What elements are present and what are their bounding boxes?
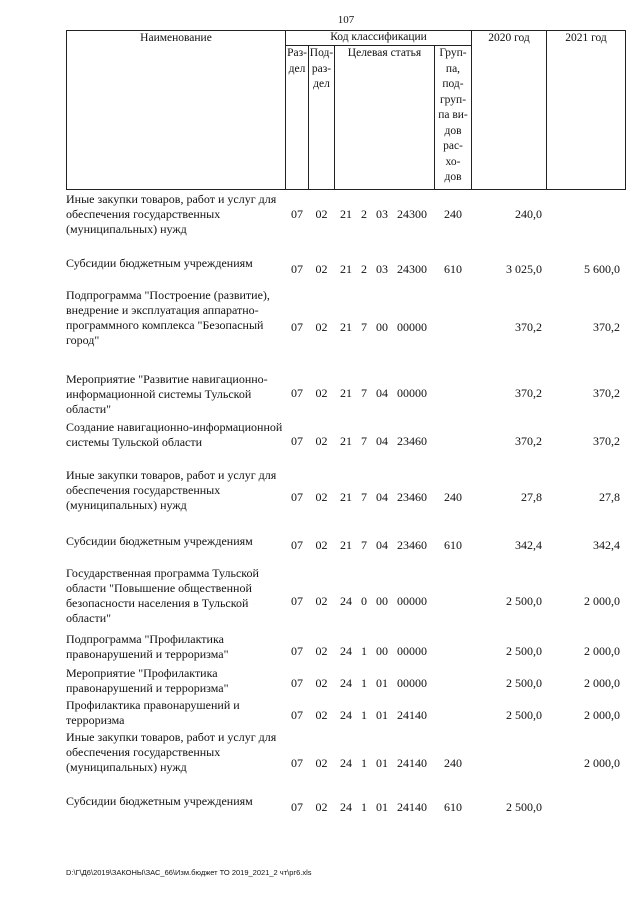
row-rz: 07 — [291, 386, 303, 400]
row-name: Иные закупки товаров, работ и услуг для обеспечения государственных (муниципальных) нужд — [66, 468, 277, 512]
row-pr: 02 — [315, 676, 328, 690]
row-name: Профилактика правонарушений и терроризма — [66, 698, 240, 727]
header-section-label: Раз- дел — [287, 47, 307, 75]
row-c: 04 — [376, 490, 388, 504]
header-group-label: Груп- па, под- груп- па ви- дов рас- хо- дов — [438, 47, 468, 183]
row-d: 24140 — [397, 800, 427, 814]
row-rz: 07 — [291, 708, 303, 722]
row-d: 24140 — [397, 756, 427, 770]
row-d: 00000 — [397, 320, 427, 334]
row-y2021: 2 000,0 — [584, 676, 620, 690]
row-rz: 07 — [291, 676, 303, 690]
row-c: 01 — [376, 708, 388, 722]
row-rz: 07 — [291, 538, 303, 552]
row-d: 00000 — [397, 594, 427, 608]
file-path-footer: D:\Г\Д6\2019\ЗАКОНЫ\ЗАС_66\Изм.бюджет ТО 2019_2021_2 чт\рг6.xls — [66, 868, 312, 877]
row-d: 24300 — [397, 207, 427, 221]
row-y2021: 342,4 — [593, 538, 620, 552]
row-d: 00000 — [397, 386, 427, 400]
header-cell-name — [66, 30, 286, 190]
row-c: 00 — [376, 320, 388, 334]
row-d: 00000 — [397, 644, 427, 658]
table-row — [66, 420, 626, 465]
row-y2020: 370,2 — [515, 320, 542, 334]
row-a: 21 — [340, 434, 352, 448]
row-y2020: 2 500,0 — [506, 676, 542, 690]
row-d: 00000 — [397, 676, 427, 690]
table-row — [66, 288, 626, 348]
row-c: 04 — [376, 434, 388, 448]
row-y2020: 370,2 — [515, 386, 542, 400]
row-c: 01 — [376, 756, 388, 770]
row-rz: 07 — [291, 756, 303, 770]
header-cell-target — [334, 45, 435, 190]
header-cell-2021 — [546, 30, 626, 190]
row-rz: 07 — [291, 594, 303, 608]
row-c: 03 — [376, 207, 388, 221]
row-b: 1 — [361, 756, 367, 770]
row-c: 03 — [376, 262, 388, 276]
row-y2020: 2 500,0 — [506, 644, 542, 658]
table-row — [66, 534, 626, 552]
row-y2021: 5 600,0 — [584, 262, 620, 276]
table-row — [66, 666, 626, 696]
row-b: 2 — [361, 262, 367, 276]
row-d: 23460 — [397, 434, 427, 448]
row-name: Субсидии бюджетным учреждениям — [66, 534, 253, 548]
header-subsection-label: Под- раз- дел — [309, 47, 334, 90]
row-rz: 07 — [291, 490, 303, 504]
row-a: 21 — [340, 262, 352, 276]
row-c: 01 — [376, 676, 388, 690]
row-vr: 610 — [444, 538, 462, 552]
row-pr: 02 — [315, 538, 328, 552]
page-number: 107 — [337, 14, 355, 26]
row-vr: 240 — [444, 207, 462, 221]
row-y2020: 240,0 — [515, 207, 542, 221]
row-b: 7 — [361, 386, 367, 400]
header-cell-2020 — [471, 30, 547, 190]
row-b: 7 — [361, 538, 367, 552]
row-c: 01 — [376, 800, 388, 814]
header-classification-label: Код классификации — [330, 31, 427, 43]
row-y2021: 2 000,0 — [584, 708, 620, 722]
table-header — [66, 30, 626, 190]
row-y2021: 2 000,0 — [584, 594, 620, 608]
row-y2021: 370,2 — [593, 386, 620, 400]
row-name: Мероприятие "Развитие навигационно-информационной системы Тульской области" — [66, 372, 268, 416]
table-row — [66, 730, 626, 775]
row-a: 24 — [340, 708, 352, 722]
row-c: 00 — [376, 644, 388, 658]
row-b: 0 — [361, 594, 367, 608]
row-a: 21 — [340, 490, 352, 504]
table-row — [66, 566, 626, 626]
row-b: 7 — [361, 320, 367, 334]
row-a: 21 — [340, 386, 352, 400]
row-c: 04 — [376, 538, 388, 552]
table-row — [66, 256, 626, 276]
header-target-label: Целевая статья — [347, 47, 422, 59]
header-2020-label: 2020 год — [488, 32, 530, 44]
row-y2020: 370,2 — [515, 434, 542, 448]
row-vr: 240 — [444, 490, 462, 504]
row-name: Подпрограмма "Профилактика правонарушений и терроризма" — [66, 632, 229, 661]
row-pr: 02 — [315, 490, 328, 504]
row-y2021: 2 000,0 — [584, 644, 620, 658]
row-a: 24 — [340, 644, 352, 658]
table-row — [66, 468, 626, 513]
row-pr: 02 — [315, 320, 328, 334]
row-b: 1 — [361, 708, 367, 722]
row-b: 2 — [361, 207, 367, 221]
row-rz: 07 — [291, 644, 303, 658]
row-pr: 02 — [315, 207, 328, 221]
row-y2021: 2 000,0 — [584, 756, 620, 770]
row-a: 21 — [340, 320, 352, 334]
row-pr: 02 — [315, 708, 328, 722]
row-y2021: 370,2 — [593, 434, 620, 448]
table-row — [66, 372, 626, 417]
row-b: 1 — [361, 644, 367, 658]
header-name-label: Наименование — [140, 32, 212, 44]
row-d: 24140 — [397, 708, 427, 722]
row-b: 1 — [361, 676, 367, 690]
row-y2020: 2 500,0 — [506, 708, 542, 722]
row-name: Иные закупки товаров, работ и услуг для обеспечения государственных (муниципальных) нужд — [66, 192, 277, 236]
row-b: 7 — [361, 434, 367, 448]
row-pr: 02 — [315, 434, 328, 448]
row-y2020: 3 025,0 — [506, 262, 542, 276]
row-y2020: 27,8 — [521, 490, 542, 504]
row-y2021: 370,2 — [593, 320, 620, 334]
row-d: 23460 — [397, 538, 427, 552]
row-pr: 02 — [315, 262, 328, 276]
row-a: 21 — [340, 207, 352, 221]
row-a: 24 — [340, 800, 352, 814]
table-row — [66, 632, 626, 662]
row-rz: 07 — [291, 800, 303, 814]
row-y2020: 2 500,0 — [506, 594, 542, 608]
row-b: 1 — [361, 800, 367, 814]
row-d: 24300 — [397, 262, 427, 276]
row-c: 00 — [376, 594, 388, 608]
row-rz: 07 — [291, 434, 303, 448]
row-name: Создание навигационно-информационной системы Тульской области — [66, 420, 283, 449]
header-2021-label: 2021 год — [565, 32, 607, 44]
row-vr: 610 — [444, 800, 462, 814]
row-a: 24 — [340, 756, 352, 770]
row-name: Иные закупки товаров, работ и услуг для обеспечения государственных (муниципальных) нужд — [66, 730, 277, 774]
row-a: 21 — [340, 538, 352, 552]
row-c: 04 — [376, 386, 388, 400]
row-y2020: 2 500,0 — [506, 800, 542, 814]
row-vr: 240 — [444, 756, 462, 770]
row-rz: 07 — [291, 207, 303, 221]
row-pr: 02 — [315, 644, 328, 658]
row-y2020: 342,4 — [515, 538, 542, 552]
table-row — [66, 698, 626, 728]
row-vr: 610 — [444, 262, 462, 276]
row-d: 23460 — [397, 490, 427, 504]
row-pr: 02 — [315, 386, 328, 400]
row-pr: 02 — [315, 756, 328, 770]
row-rz: 07 — [291, 320, 303, 334]
table-row — [66, 192, 626, 237]
table-row — [66, 794, 626, 814]
row-name: Субсидии бюджетным учреждениям — [66, 794, 253, 808]
row-pr: 02 — [315, 800, 328, 814]
row-y2021: 27,8 — [599, 490, 620, 504]
row-name: Субсидии бюджетным учреждениям — [66, 256, 253, 270]
row-a: 24 — [340, 594, 352, 608]
row-name: Подпрограмма "Построение (развитие), внедрение и эксплуатация аппаратно-программного комплекса "Безопасный город" — [66, 288, 270, 347]
row-a: 24 — [340, 676, 352, 690]
row-rz: 07 — [291, 262, 303, 276]
row-b: 7 — [361, 490, 367, 504]
row-name: Государственная программа Тульской области "Повышение общественной безопасности населения в Тульской области" — [66, 566, 259, 625]
row-pr: 02 — [315, 594, 328, 608]
row-name: Мероприятие "Профилактика правонарушений и терроризма" — [66, 666, 229, 695]
